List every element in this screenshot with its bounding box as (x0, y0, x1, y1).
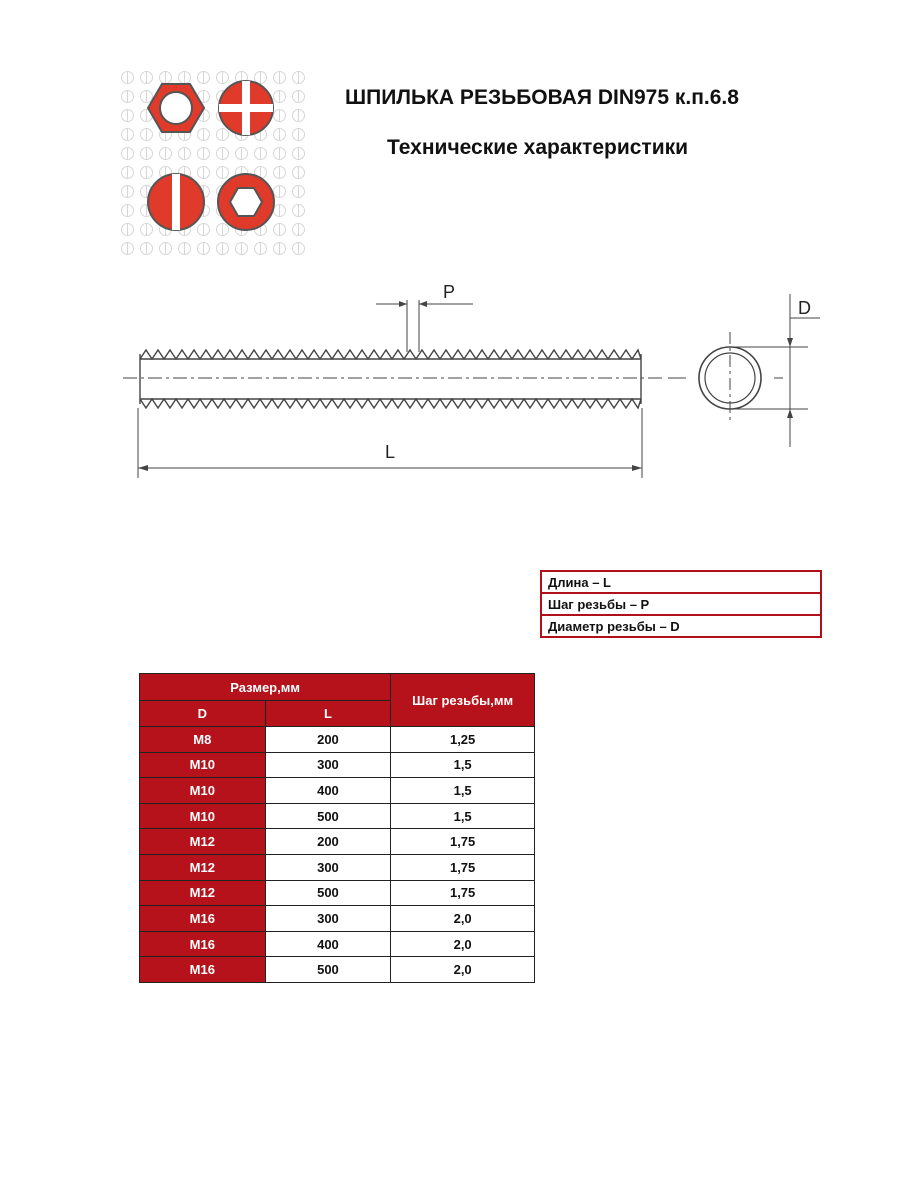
cell-pitch: 2,0 (391, 957, 535, 983)
cell-diameter: M10 (140, 778, 266, 804)
cell-length: 500 (265, 880, 391, 906)
cell-pitch: 1,5 (391, 752, 535, 778)
cell-diameter: M10 (140, 752, 266, 778)
legend-table (540, 570, 822, 638)
cell-length: 300 (265, 906, 391, 932)
header-pitch: Шаг резьбы,мм (391, 674, 535, 727)
cell-diameter: M12 (140, 854, 266, 880)
cell-diameter: M10 (140, 803, 266, 829)
label-l: L (385, 442, 396, 462)
label-p: P (443, 282, 456, 302)
legend-diameter: Диаметр резьбы – D (541, 615, 821, 637)
table-row (140, 829, 535, 855)
cell-diameter: M12 (140, 829, 266, 855)
cell-length: 200 (265, 829, 391, 855)
header-d: D (140, 701, 266, 727)
table-row (140, 880, 535, 906)
cell-length: 400 (265, 931, 391, 957)
cell-length: 400 (265, 778, 391, 804)
legend-row-length (541, 571, 821, 593)
page-title: ШПИЛЬКА РЕЗЬБОВАЯ DIN975 к.п.6.8 (345, 86, 739, 109)
header-size: Размер,мм (140, 674, 391, 701)
cell-length: 500 (265, 803, 391, 829)
label-d: D (798, 298, 811, 318)
cell-diameter: M16 (140, 957, 266, 983)
slotted-head-icon (148, 174, 204, 230)
cell-pitch: 1,5 (391, 778, 535, 804)
cell-diameter: M8 (140, 727, 266, 753)
table-row (140, 931, 535, 957)
page-subtitle: Технические характеристики (387, 136, 689, 159)
rod-body (140, 350, 641, 408)
table-row (140, 752, 535, 778)
cell-pitch: 2,0 (391, 931, 535, 957)
cell-pitch: 1,75 (391, 854, 535, 880)
cell-pitch: 1,5 (391, 803, 535, 829)
legend-row-pitch (541, 593, 821, 615)
phillips-head-icon (219, 81, 273, 135)
table-row (140, 778, 535, 804)
spec-table (139, 673, 535, 983)
cell-length: 200 (265, 727, 391, 753)
table-row (140, 727, 535, 753)
hex-socket-head-icon (218, 174, 274, 230)
cell-pitch: 1,75 (391, 880, 535, 906)
company-logo-icon (118, 68, 308, 258)
cell-pitch: 1,25 (391, 727, 535, 753)
cell-pitch: 1,75 (391, 829, 535, 855)
table-row (140, 906, 535, 932)
cell-diameter: M12 (140, 880, 266, 906)
rod-cross-section-icon (668, 294, 820, 447)
legend-length: Длина – L (541, 571, 821, 593)
cell-pitch: 2,0 (391, 906, 535, 932)
legend-row-diameter (541, 615, 821, 637)
cell-length: 300 (265, 854, 391, 880)
table-row (140, 854, 535, 880)
table-row (140, 803, 535, 829)
header-l: L (265, 701, 391, 727)
table-row (140, 957, 535, 983)
cell-length: 300 (265, 752, 391, 778)
legend-pitch: Шаг резьбы – P (541, 593, 821, 615)
cell-diameter: M16 (140, 931, 266, 957)
threaded-rod-drawing (118, 272, 838, 487)
cell-length: 500 (265, 957, 391, 983)
cell-diameter: M16 (140, 906, 266, 932)
